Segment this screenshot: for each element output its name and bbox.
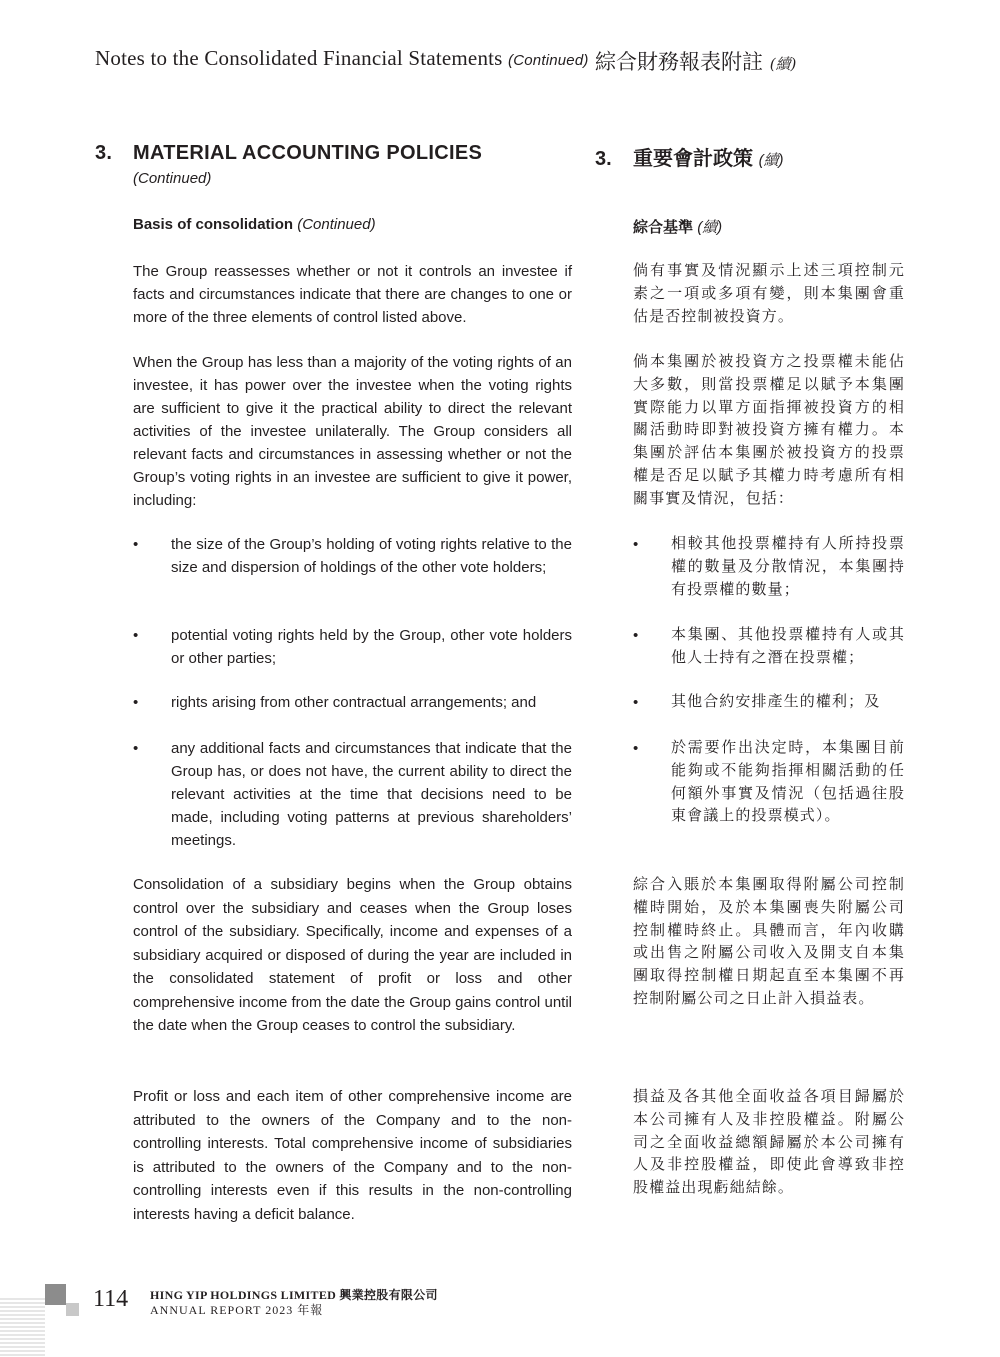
section-title-zh: [595, 142, 784, 171]
bullet-en-1-dot: •: [133, 536, 139, 553]
paragraph-en-1: The Group reassesses whether or not it controls an investee if facts and circumstances indicate that there are changes to one or more of the three elements of control listed above.: [133, 263, 572, 326]
bullet-en-4-dot: •: [133, 740, 139, 757]
logo-stripe: [0, 1354, 45, 1356]
logo-stripe: [0, 1338, 45, 1340]
paragraph-en-4: Profit or loss and each item of other comprehensive income are attributed to the owners of the Company and to the non-controlling interests. Total comprehensive income of subsidiaries is attributed to the owners of the Company and to the non-controlling interests even if this results in the non-controlling interests having a deficit balance.: [133, 1088, 572, 1223]
logo-stripe: [0, 1318, 45, 1320]
logo-stripe: [0, 1334, 45, 1336]
footer-report-title: ANNUAL REPORT 2023 年報: [150, 1303, 324, 1317]
bullet-zh-2: 本集團、其他投票權持有人或其他人士持有之潛在投票權；: [671, 626, 905, 666]
logo-square-dark: [45, 1284, 66, 1305]
logo-stripe: [0, 1342, 45, 1344]
header-continued-zh: (續): [769, 55, 797, 73]
footer-company-name: HING YIP HOLDINGS LIMITED 興業控股有限公司: [150, 1288, 438, 1302]
bullet-zh-2-dot: •: [633, 627, 639, 644]
bullet-en-2: potential voting rights held by the Group, other vote holders or other parties;: [171, 627, 572, 667]
bullet-en-2-dot: •: [133, 627, 139, 644]
section-continued-en: (Continued): [133, 170, 212, 187]
logo-square-light: [66, 1303, 79, 1316]
paragraph-zh-2: 倘本集團於被投資方之投票權未能佔大多數，則當投票權足以賦予本集團實際能力以單方面指揮被投資方的相關活動時即對被投資方擁有權力。本集團於評估本集團於被投資方的投票權是否足以賦予其權力時考慮所有相關事實及情況，包括：: [633, 353, 905, 507]
logo-stripe: [0, 1330, 45, 1332]
logo-stripe: [0, 1298, 45, 1300]
logo-stripe: [0, 1310, 45, 1312]
section-heading-zh: 重要會計政策: [633, 148, 753, 170]
logo-stripe: [0, 1306, 45, 1308]
header-title-zh: 綜合財務報表附註: [595, 50, 763, 74]
subheading-zh: [633, 216, 722, 237]
logo-stripe: [0, 1322, 45, 1324]
header-title-en: Notes to the Consolidated Financial Statements: [95, 46, 503, 70]
bullet-zh-3-dot: •: [633, 694, 639, 711]
paragraph-zh-1: 倘有事實及情況顯示上述三項控制元素之一項或多項有變，則本集團會重估是否控制被投資方。: [633, 262, 905, 325]
section-number-zh: 3.: [595, 148, 612, 170]
bullet-en-3-dot: •: [133, 694, 139, 711]
subheading-en: [133, 216, 376, 233]
bullet-zh-3: 其他合約安排產生的權利；及: [671, 693, 881, 710]
logo-stripe: [0, 1326, 45, 1328]
logo-stripes: [0, 1298, 45, 1357]
section-heading-en: MATERIAL ACCOUNTING POLICIES: [133, 142, 483, 164]
paragraph-zh-4: 損益及各其他全面收益各項目歸屬於本公司擁有人及非控股權益。附屬公司之全面收益總額歸屬於本公司擁有人及非控股權益，即使此會導致非控股權益出現虧絀結餘。: [633, 1088, 905, 1197]
bullet-zh-1: 相較其他投票權持有人所持投票權的數量及分散情況，本集團持有投票權的數量；: [671, 535, 905, 598]
bullet-zh-4: 於需要作出決定時，本集團目前能夠或不能夠指揮相關活動的任何額外事實及情況（包括過往股東會議上的投票模式）。: [671, 739, 905, 825]
footer-logo-graphic: [0, 1280, 82, 1357]
logo-stripe: [0, 1350, 45, 1352]
subheading-continued-en: (Continued): [297, 216, 376, 233]
header-continued-en: (Continued): [508, 52, 589, 69]
subheading-title-en: Basis of consolidation: [133, 216, 294, 233]
bullet-en-3: rights arising from other contractual arrangements; and: [171, 694, 537, 711]
logo-stripe: [0, 1346, 45, 1348]
bullet-en-1: the size of the Group’s holding of voting rights relative to the size and dispersion of holdings of the other vote holders;: [171, 536, 572, 576]
section-number-en: 3.: [95, 142, 113, 164]
section-title-en: [95, 142, 482, 165]
logo-stripe: [0, 1302, 45, 1304]
subheading-title-zh: 綜合基準: [633, 219, 694, 236]
bullet-zh-4-dot: •: [633, 740, 639, 757]
section-continued-zh: (續): [758, 152, 784, 169]
running-header-zh: [595, 46, 796, 76]
paragraph-en-2: When the Group has less than a majority of the voting rights of an investee, it has power over the investee when the voting rights are sufficient to give it the practical ability to direct the relevant activities of the investee unilaterally. The Group considers all relevant facts and circumstances in assessing whether or not the Group’s voting rights in an investee are sufficient to give it power, including:: [133, 354, 572, 509]
page-number: 114: [93, 1286, 129, 1312]
subheading-continued-zh: (續): [697, 219, 723, 236]
paragraph-zh-3: 綜合入賬於本集團取得附屬公司控制權時開始，及於本集團喪失附屬公司控制權時終止。具體而言，年內收購或出售之附屬公司收入及開支自本集團取得控制權日期起直至本集團不再控制附屬公司之日止計入損益表。: [633, 876, 905, 1007]
bullet-zh-1-dot: •: [633, 536, 639, 553]
paragraph-en-3: Consolidation of a subsidiary begins when the Group obtains control over the subsidiary and ceases when the Group loses control of the subsidiary. Specifically, income and expenses of a subsidiary acquired or disposed of during the year are included in the consolidated statement of profit or loss and other comprehensive income from the date the Group gains control until the date when the Group ceases to control the subsidiary.: [133, 876, 572, 1034]
running-header-en: [95, 46, 589, 71]
bullet-en-4: any additional facts and circumstances that indicate that the Group has, or does not have, the current ability to direct the relevant activities at the time that decisions need to be made, including voting patterns at previous shareholders’ meetings.: [171, 740, 572, 849]
logo-stripe: [0, 1314, 45, 1316]
